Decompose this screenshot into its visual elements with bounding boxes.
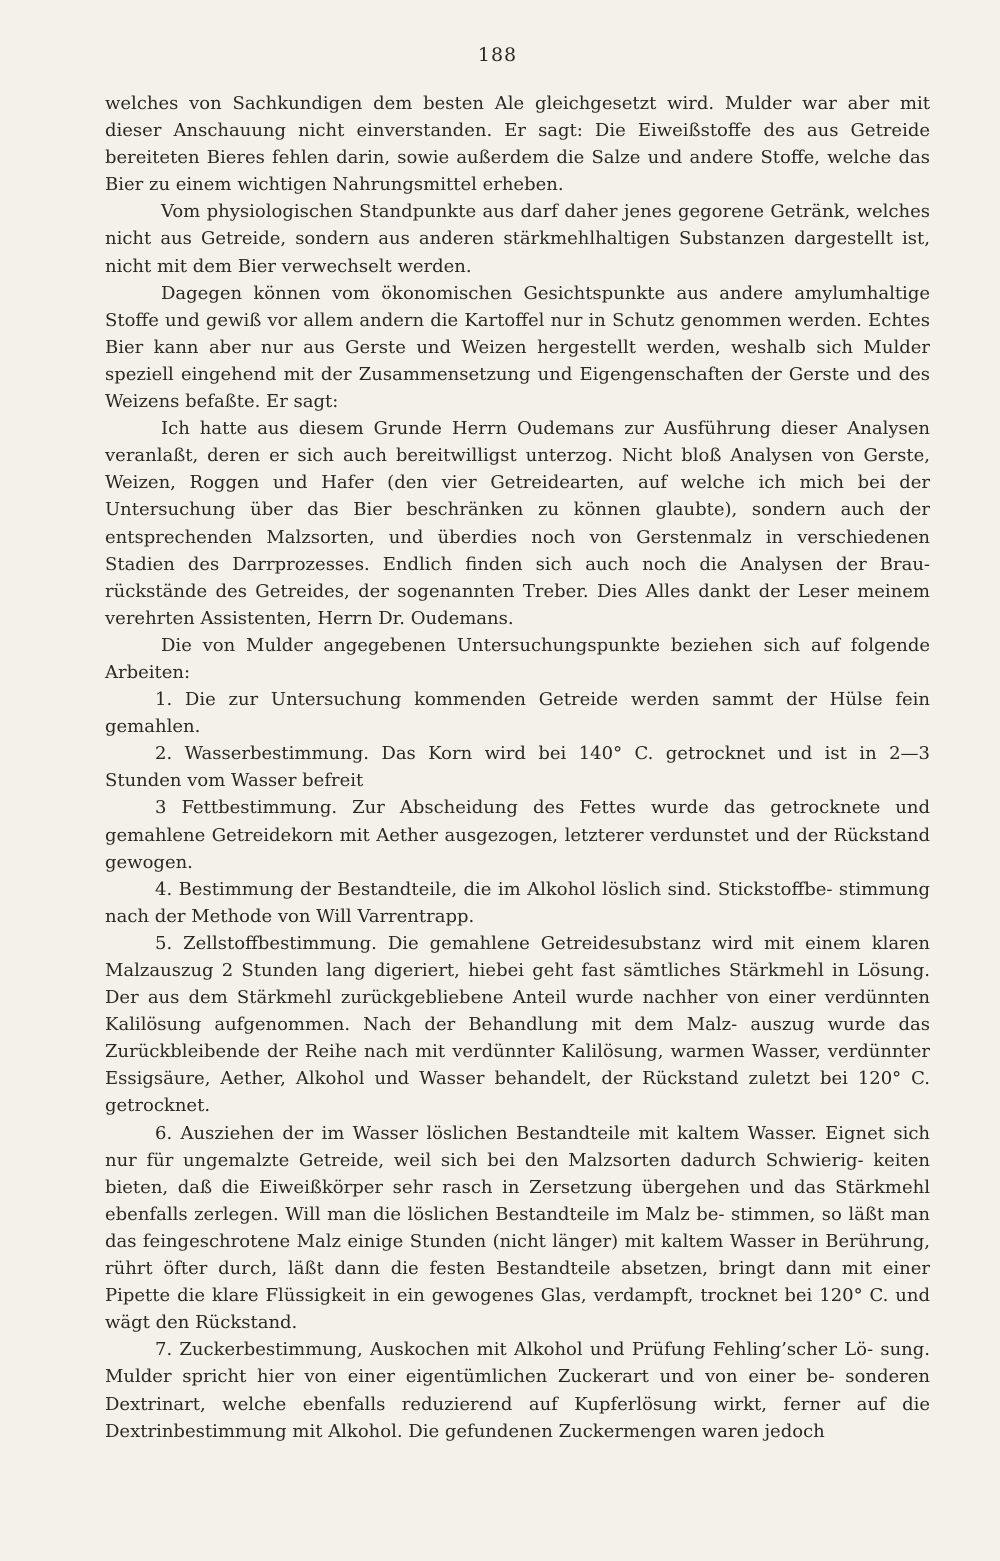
list-item-alcohol-soluble: 4. Bestimmung der Bestandteile, die im Alkohol löslich sind. Stickstoffbe- stimmung nach der Methode von Will Varrentrapp. [105, 878, 930, 927]
list-item-water-extract: 6. Ausziehen der im Wasser löslichen Bestandteile mit kaltem Wasser. Eignet sich nur für ungemalzte Getreide, weil sich bei den Malzsorten dadurch Schwierig- keiten bieten, daß die Eiweißkörper sehr rasch in Zersetzung übergehen und das Stärkmehl ebenfalls zerlegen. Will man die löslichen Bestandteile im Malz be- stimmen, so läßt man das feingeschrotene Malz einige Stunden (nicht länger) mit kaltem Wasser in Berührung, rührt öfter durch, läßt dann die festen Bestandteile absetzen, bringt dann mit einer Pipette die klare Flüssigkeit in ein gewogenes Glas, verdampft, trocknet bei 120° C. und wägt den Rückstand. [105, 1122, 930, 1334]
paragraph-oudemans-quote: Ich hatte aus diesem Grunde Herrn Oudemans zur Ausführung dieser Analysen veranlaßt, deren er sich auch bereitwilligst unterzog. Nicht bloß Analysen von Gerste, Weizen, Roggen und Hafer (den vier Getreidearten, auf welche ich mich bei der Untersuchung über das Bier beschränken zu können glaubte), sondern auch der entsprechenden Malzsorten, und überdies noch von Gerstenmalz in verschiedenen Stadien des Darrprozesses. Endlich finden sich auch noch die Analysen der Brau- rückstände des Getreides, der sogenannten Treber. Dies Alles dankt der Leser meinem verehrten Assistenten, Herrn Dr. Oudemans. [105, 418, 930, 629]
paragraph-economic: Dagegen können vom ökonomischen Gesichtspunkte aus andere amylumhaltige Stoffe und gewiß vor allem andern die Kartoffel nur in Schutz genommen werden. Echtes Bier kann aber nur aus Gerste und Weizen hergestellt werden, weshalb sich Mulder speziell eingehend mit der Zusammensetzung und Eigengenschaften der Gerste und des Weizens befaßte. Er sagt: [105, 282, 930, 413]
list-item-cellulose: 5. Zellstoffbestimmung. Die gemahlene Getreidesubstanz wird mit einem klaren Malzauszug 2 Stunden lang digeriert, hiebei geht fast sämtliches Stärkmehl in Lösung. Der aus dem Stärkmehl zurückgebliebene Anteil wurde nachher von einer verdünnten Kalilösung aufgenommen. Nach der Behandlung mit dem Malz- auszug wurde das Zurückbleibende der Reihe nach mit verdünnter Kalilösung, warmen Wasser, verdünnter Essigsäure, Aether, Alkohol und Wasser behandelt, der Rückstand zuletzt bei 120° C. getrocknet. [105, 932, 930, 1117]
paragraph-physiological: Vom physiologischen Standpunkte aus darf daher jenes gegorene Getränk, welches nicht aus Getreide, sondern aus anderen stärkmehlhaltigen Substanzen dargestellt ist, nicht mit dem Bier verwechselt werden. [105, 201, 930, 277]
list-item-sugar: 7. Zuckerbestimmung, Auskochen mit Alkohol und Prüfung Fehling’scher Lö- sung. Mulder spricht hier von einer eigentümlichen Zuckerart und von einer be- sonderen Dextrinart, welche ebenfalls reduzierend auf Kupferlösung wirkt, ferner auf die Dextrinbestimmung mit Alkohol. Die gefundenen Zuckermengen waren jedoch [105, 1339, 930, 1442]
list-item-water: 2. Wasserbestimmung. Das Korn wird bei 140° C. getrocknet und ist in 2—3 Stunden vom Wasser befreit [105, 743, 930, 792]
list-item-grinding: 1. Die zur Untersuchung kommenden Getreide werden sammt der Hülse fein gemahlen. [105, 689, 930, 738]
list-item-fat: 3 Fettbestimmung. Zur Abscheidung des Fettes wurde das getrocknete und gemahlene Getreidekorn mit Aether ausgezogen, letzterer verdunstet und der Rückstand gewogen. [105, 797, 930, 873]
paragraph-investigation-points: Die von Mulder angegebenen Untersuchungspunkte beziehen sich auf folgende Arbeiten: [105, 634, 930, 683]
paragraph-ale-comparison: welches von Sachkundigen dem besten Ale gleichgesetzt wird. Mulder war aber mit dieser Anschauung nicht einverstanden. Er sagt: Die Eiweißstoffe des aus Getreide bereiteten Bieres fehlen darin, sowie außerdem die Salze und andere Stoffe, welche das Bier zu einem wichtigen Nahrungsmittel erheben. [105, 93, 930, 196]
page-number: 188 [477, 44, 518, 66]
